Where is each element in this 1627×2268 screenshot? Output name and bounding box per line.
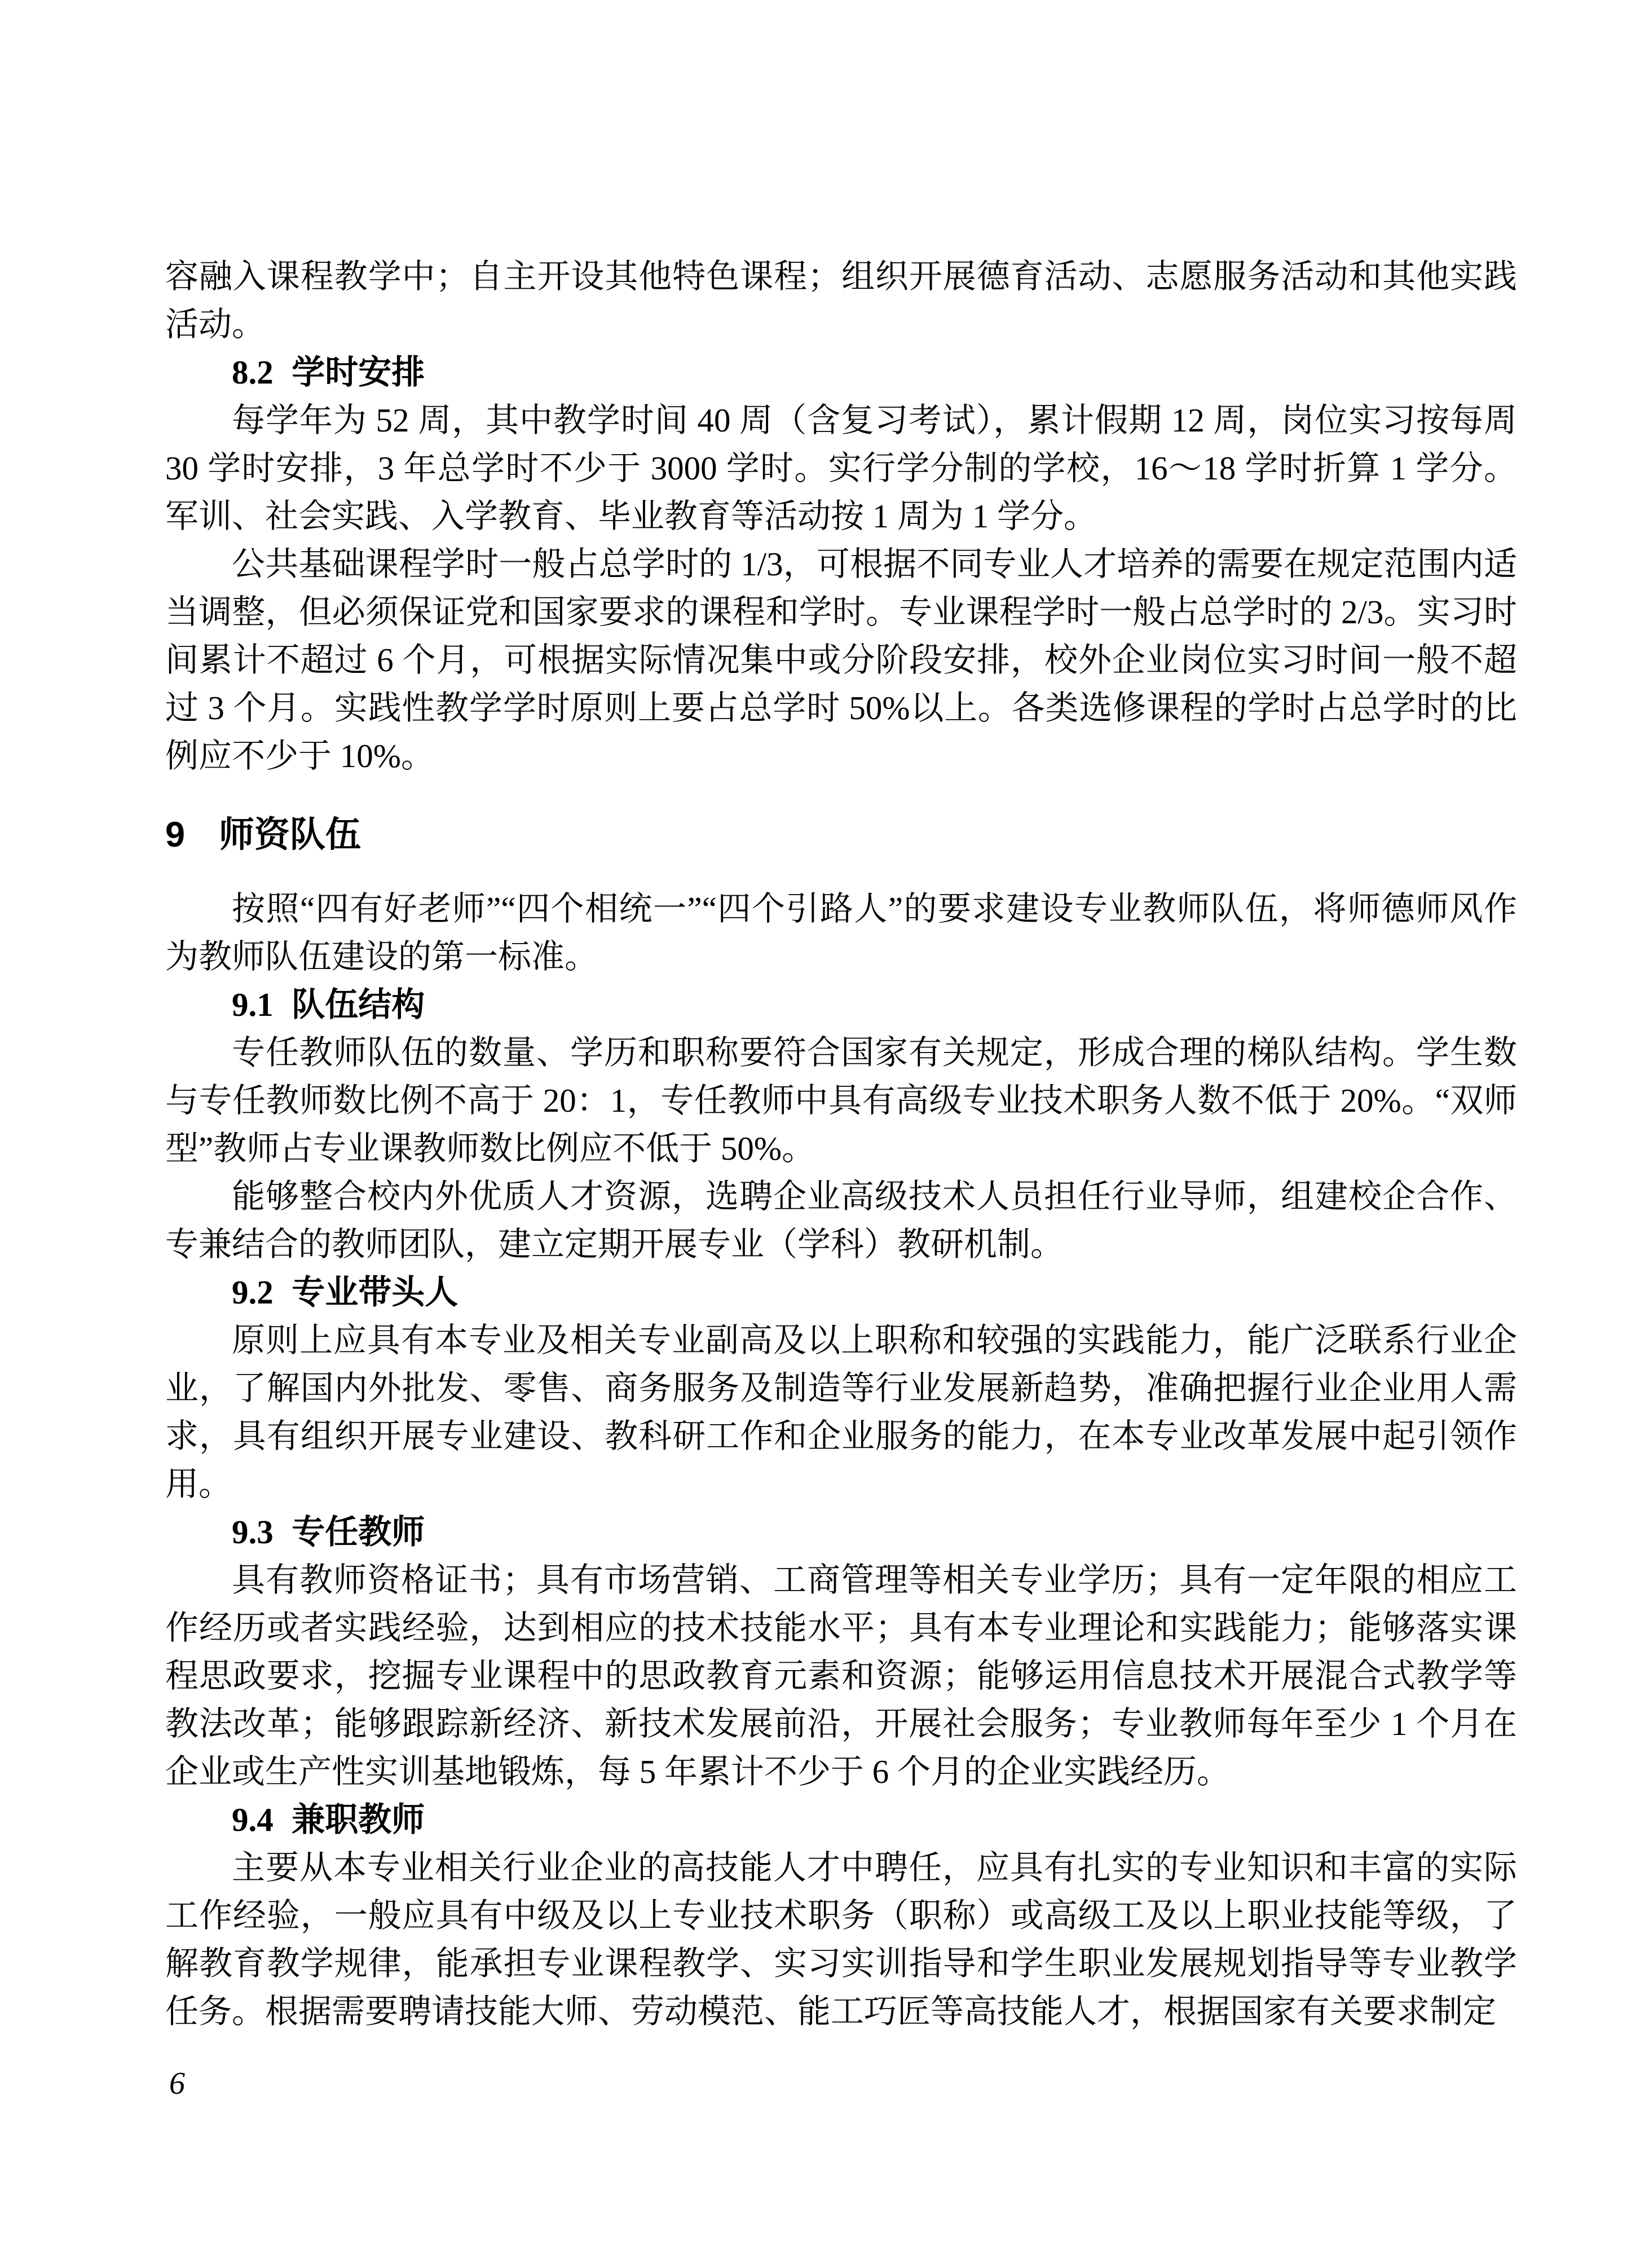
paragraph-talent-integration: 能够整合校内外优质人才资源，选聘企业高级技术人员担任行业导师，组建校企合作、专兼结合的教师团队，建立定期开展专业（学科）教研机制。	[165, 1178, 1517, 1263]
heading-number: 9.3	[232, 1513, 274, 1551]
heading-title: 学时安排	[292, 354, 425, 391]
paragraph-parttime-teachers: 主要从本专业相关行业企业的高技能人才中聘任，应具有扎实的专业知识和丰富的实际工作经验，一般应具有中级及以上专业技术职务（职称）或高级工及以上职业技能等级，了解教育教学规律，能承担专业课程教学、实习实训指导和学生职业发展规划指导等专业教学任务。根据需要聘请技能大师、劳动模范、能工巧匠等高技能人才，根据国家有关要求制定	[165, 1849, 1517, 2030]
paragraph-teacher-requirements: 按照“四有好老师”“四个相统一”“四个引路人”的要求建设专业教师队伍，将师德师风作为教师队伍建设的第一标准。	[165, 890, 1517, 975]
heading-title: 专业带头人	[292, 1274, 458, 1311]
heading-9	[165, 809, 1517, 860]
heading-title: 专任教师	[292, 1513, 425, 1551]
heading-title: 师资队伍	[218, 815, 361, 855]
paragraph-program-leader: 原则上应具有本专业及相关专业副高及以上职称和较强的实践能力，能广泛联系行业企业，了解国内外批发、零售、商务服务及制造等行业发展新趋势，准确把握行业企业用人需求，具有组织开展专业建设、教科研工作和企业服务的能力，在本专业改革发展中起引领作用。	[165, 1322, 1517, 1503]
paragraph-course-hour-ratios: 公共基础课程学时一般占总学时的 1/3，可根据不同专业人才培养的需要在规定范围内适当调整，但必须保证党和国家要求的课程和学时。专业课程学时一般占总学时的 2/3。实习时间累计不超过 6 个月，可根据实际情况集中或分阶段安排，校外企业岗位实习时间一般不超过 3 个月。实践性教学学时原则上要占总学时 50%以上。各类选修课程的学时占总学时的比例应不少于 10%。	[165, 545, 1517, 774]
heading-number: 8.2	[232, 354, 274, 391]
heading-8-2	[165, 349, 1517, 397]
heading-title: 队伍结构	[292, 986, 425, 1023]
heading-9-2	[165, 1269, 1517, 1316]
heading-title: 兼职教师	[292, 1801, 425, 1838]
paragraph-team-structure: 专任教师队伍的数量、学历和职称要符合国家有关规定，形成合理的梯队结构。学生数与专任教师数比例不高于 20：1，专任教师中具有高级专业技术职务人数不低于 20%。“双师型”教师占专业课教师数比例应不低于 50%。	[165, 1034, 1517, 1167]
heading-number: 9.2	[232, 1274, 274, 1311]
heading-number: 9	[165, 815, 186, 855]
paragraph-hours-per-year: 每学年为 52 周，其中教学时间 40 周（含复习考试），累计假期 12 周，岗位实习按每周 30 学时安排，3 年总学时不少于 3000 学时。实行学分制的学校，16～18 学时折算 1 学分。军训、社会实践、入学教育、毕业教育等活动按 1 周为 1 学分。	[165, 402, 1517, 535]
paragraph-carryover: 容融入课程教学中；自主开设其他特色课程；组织开展德育活动、志愿服务活动和其他实践活动。	[165, 258, 1517, 343]
paragraph-fulltime-teachers: 具有教师资格证书；具有市场营销、工商管理等相关专业学历；具有一定年限的相应工作经历或者实践经验，达到相应的技术技能水平；具有本专业理论和实践能力；能够落实课程思政要求，挖掘专业课程中的思政教育元素和资源；能够运用信息技术开展混合式教学等教法改革；能够跟踪新经济、新技术发展前沿，开展社会服务；专业教师每年至少 1 个月在企业或生产性实训基地锻炼，每 5 年累计不少于 6 个月的企业实践经历。	[165, 1561, 1517, 1790]
heading-number: 9.1	[232, 986, 274, 1023]
heading-9-4	[165, 1796, 1517, 1844]
heading-number: 9.4	[232, 1801, 274, 1838]
page-number: 6	[169, 2066, 185, 2101]
heading-9-3	[165, 1508, 1517, 1556]
heading-9-1	[165, 981, 1517, 1029]
